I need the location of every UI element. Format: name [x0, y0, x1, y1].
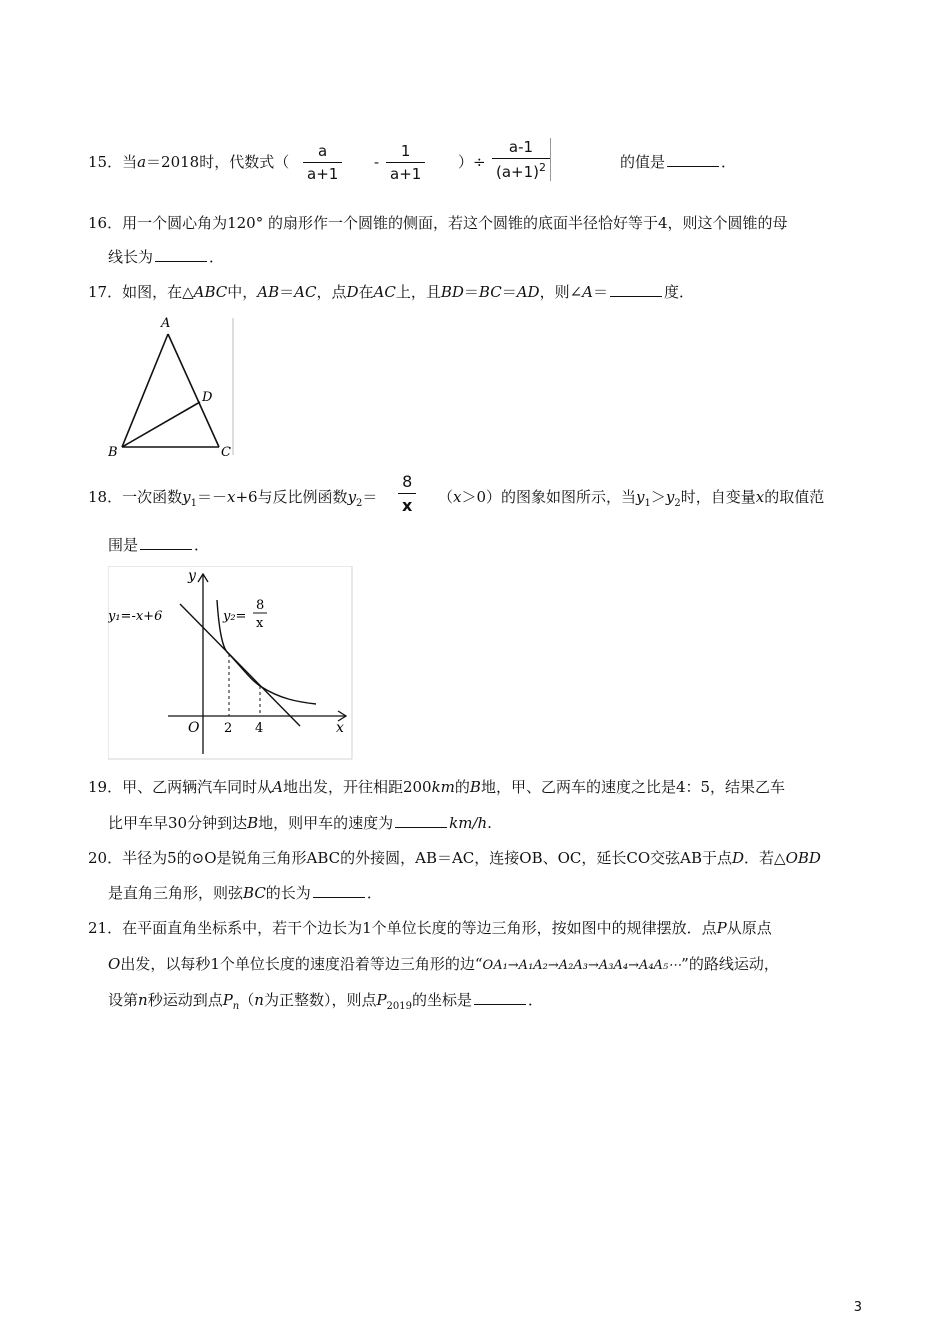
tick-label-4: 4 [255, 721, 264, 736]
q21-line1: 21．在平面直角坐标系中，若干个边长为1个单位长度的等边三角形，按如图中的规律摆放．点P从原点 [88, 919, 772, 937]
label-y2-numerator: 8 [256, 598, 265, 613]
vertex-label-b: B [108, 445, 118, 459]
fraction-a-over-a-plus-1: a a+1 [303, 142, 342, 183]
x-axis-label: x [336, 720, 344, 736]
answer-blank[interactable] [155, 247, 207, 262]
minus-sign: - [374, 153, 380, 171]
fraction-1-over-a-plus-1: 1 a+1 [386, 142, 425, 183]
q18-line2: 围是 ． [108, 536, 210, 554]
q20-line2: 是直角三角形，则弦BC的长为 ． [108, 884, 382, 902]
q15-line [88, 152, 289, 172]
answer-blank[interactable] [667, 152, 719, 167]
q21-line2: O出发，以每秒1个单位长度的速度沿着等边三角形的边“OA₁→A₁A₂→A₂A₃→A₃A₄→A₄A₅⋯”的路线运动， [108, 955, 779, 973]
var-a: a [137, 153, 147, 171]
label-y2-denominator: x [256, 616, 264, 631]
answer-blank[interactable] [610, 282, 662, 297]
answer-blank[interactable] [313, 883, 365, 898]
q18-line1a: 18．一次函数$y_1=-x+6$与反比例函数$y_2=$ [88, 488, 378, 509]
function-graph [108, 566, 353, 760]
q15-text: ＝2018时，代数式（ [146, 153, 290, 171]
q21-line3: 设第n秒运动到点$P_n(n$为正整数），则点$P_{2019}$的坐标是 ． [108, 991, 544, 1012]
fraction-8-over-x: 8 x [398, 472, 416, 515]
q15-number: 15．当 [88, 153, 138, 171]
label-y1: y₁=-x+6 [108, 609, 163, 624]
q15-tail: 的值是 ． [620, 153, 737, 171]
y-axis-label: y [188, 568, 196, 584]
q19-line2: 比甲车早30分钟到达B地，则甲车的速度为 km/h. [108, 814, 492, 832]
vertex-label-a: A [161, 316, 171, 331]
segment-bd [122, 402, 200, 447]
vertex-label-c: C [221, 445, 231, 459]
page-number: 3 [853, 1300, 862, 1315]
answer-blank[interactable] [395, 813, 447, 828]
q16-line1: 16．用一个圆心角为120° 的扇形作一个圆锥的侧面，若这个圆锥的底面半径恰好等于4，则这个圆锥的母 [88, 214, 788, 232]
q18-line1b: （x＞0）的图象如图所示，当$y_1>y_2$时，自变量x的取值范 [438, 488, 825, 509]
q17-line: 17．如图，在△ABC中，AB＝AC，点D在AC上，且BD＝BC＝AD，则∠A＝ 度． [88, 283, 695, 301]
side-ab [122, 334, 168, 447]
answer-blank[interactable] [474, 990, 526, 1005]
point-label-d: D [202, 390, 213, 405]
q16-line2: 线长为 ． [108, 248, 225, 266]
fraction-a-minus-1-over-square: a-1 $(a+1)^2$ [492, 138, 551, 181]
triangle-figure [108, 314, 238, 459]
q15-divide: ）÷ [458, 153, 486, 171]
tick-label-2: 2 [224, 721, 233, 736]
q20-line1: 20．半径为5的⊙O是锐角三角形ABC的外接圆，AB＝AC，连接OB、OC，延长CO交弦AB于点D．若△OBD [88, 849, 821, 867]
q19-line1: 19．甲、乙两辆汽车同时从A地出发，开往相距200km的B地，甲、乙两车的速度之比是4：5，结果乙车 [88, 778, 786, 796]
origin-label: O [188, 720, 200, 736]
label-y2: y₂= [223, 609, 247, 624]
answer-blank[interactable] [140, 535, 192, 550]
